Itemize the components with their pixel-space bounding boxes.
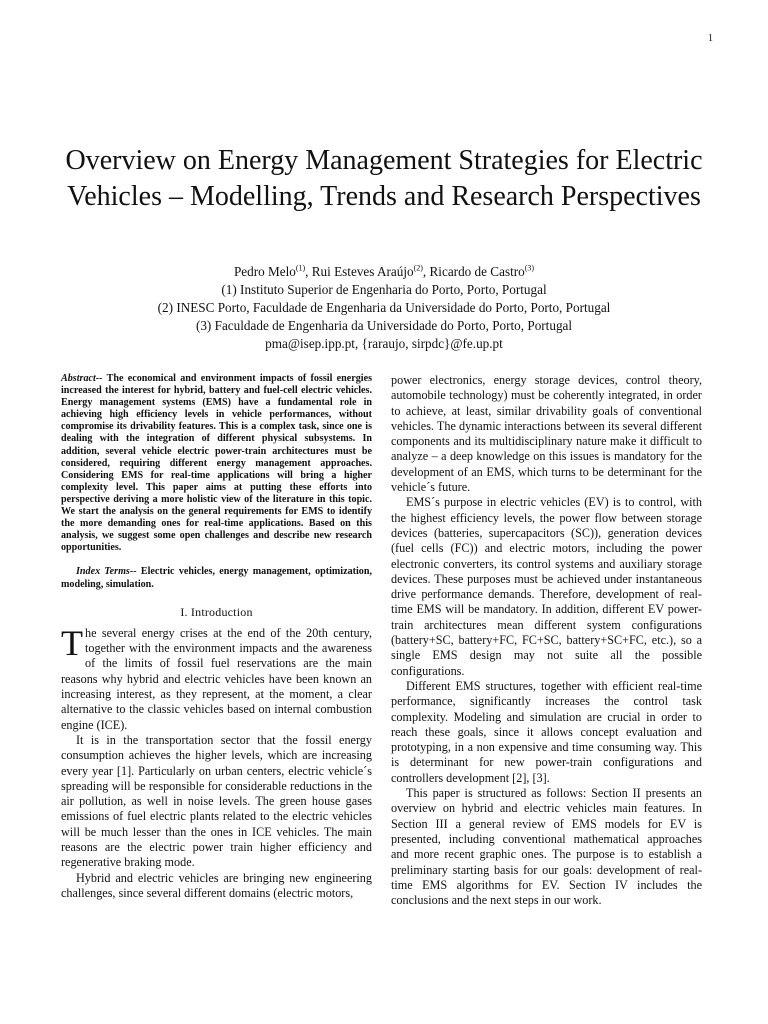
drop-cap: T (61, 622, 83, 663)
author-name: Ricardo de Castro (429, 264, 525, 279)
author-names: Pedro Melo$^{(1)}$, Rui Esteves Araújo$^{(2)}$, Ricardo de Castro$^{(3)}$ (233, 263, 535, 279)
right-column (391, 373, 702, 908)
intro-paragraph-2: It is in the transportation sector that the fossil energy consumption achieves the higher levels, which are increasing every year [1]. Particularly on urban centers, electric vehicle´s spreading will be responsible for considerable reductions in the air pollution, as well in noise levels. The green house gases emissions of fuel electric plants related to the electric vehicles will be much lesser than the ones in ICE vehicles. The main reasons are the electric power train higher efficiency and regenerative braking mode. (61, 732, 372, 870)
right-paragraph-3: Different EMS structures, together with efficient real-time performance, significantly increases the control task complexity. Modeling and simulation are crucial in order to reach these goals, since it allows concept evaluation and prototyping, in a non expensive and time consuming way. This is determinant for new power-train configurations and controllers development [2], [3]. (391, 678, 702, 785)
left-column (61, 373, 372, 901)
author-affiliation-mark: (2) (413, 263, 423, 273)
affiliation-2: (2) INESC Porto, Faculdade de Engenharia da Universidade do Porto, Porto, Portugal (157, 300, 611, 315)
author-name: Rui Esteves Araújo (311, 264, 414, 279)
right-paragraph-2: EMS´s purpose in electric vehicles (EV) is to control, with the highest efficiency levels, the power flow between storage devices (batteries, supercapacitors (SC)), generation devices (fuel cells (FC)) and electric motors, including the power electronic converters, its control systems and auxiliary storage devices. These purposes must be achieved under instantaneous drive performance demands. Therefore, development of real-time EMS will be mandatory. In addition, different EV power-train architectures mean different system configurations (battery+SC, battery+FC, FC+SC, battery+SC+FC, etc.), so a single EMS design may not suite all the possible configurations. (391, 495, 702, 678)
index-terms-label: Index Terms-- (76, 566, 137, 578)
author-emails: pma@isep.ipp.pt, {raraujo, sirpdc}@fe.up.pt (265, 336, 503, 351)
intro-paragraph-3: Hybrid and electric vehicles are bringing new engineering challenges, since several different domains (electric motors, (61, 870, 372, 900)
index-terms (61, 566, 372, 590)
affiliation-3: (3) Faculdade de Engenharia da Universidade do Porto, Porto, Portugal (195, 318, 573, 333)
right-paragraph-4: This paper is structured as follows: Section II presents an overview on hybrid and electric vehicles main features. In Section III a general review of EMS models for EV is presented, including conventional mathematical approaches and more recent graphic ones. The purpose is to establish a preliminary starting basis for our goals: development of real-time EMS algorithms for EV. Section IV includes the conclusions and the next steps in our work. (391, 786, 702, 908)
abstract-text: The economical and environment impacts of fossil energies increased the interest for hybrid, battery and fuel-cell electric vehicles. Energy management systems (EMS) have a fundamental role in achieving high efficiency levels in vehicle performances, without compromise its drivability features. This is a complex task, since one is dealing with the integration of different physical subsystems. In addition, several vehicle electric power-train architectures must be considered, requiring different energy management approaches. Considering EMS for real-time applications will bring a higher complexity level. This paper aims at putting these efforts into perspective deriving a more holistic view of the literature in this topic. We start the analysis on the general requirements for EMS to identify the more demanding ones for real-time applications. Based on this analysis, we suggest some open challenges and describe new research opportunities. (61, 373, 372, 554)
author-affiliation-mark: (1) (295, 263, 306, 273)
abstract (61, 373, 372, 554)
author-name: Pedro Melo (233, 264, 296, 279)
affiliation-1: (1) Instituto Superior de Engenharia do Porto, Porto, Portugal (221, 282, 547, 297)
paper-title: Overview on Energy Management Strategies for Electric Vehicles – Modelling, Trends and Research Perspectives (65, 145, 703, 212)
author-affiliation-mark: (3) (524, 263, 535, 273)
page-number: 1 (708, 33, 713, 44)
right-paragraph-1: power electronics, energy storage devices, control theory, automobile technology) must be coherently integrated, in order to achieve, at least, similar drivability goals of conventional vehicles. The dynamic interactions between its several different components and its multidisciplinary nature make it difficult to analyze – a deep knowledge on this issues is mandatory for the development of an EMS, which turns to be determinant for the vehicle´s future. (391, 373, 702, 495)
author-block (60, 263, 708, 353)
abstract-label: Abstract-- (61, 373, 103, 384)
section-heading-introduction: I. Introduction (180, 604, 253, 619)
intro-paragraph-1: The several energy crises at the end of the 20th century, together with the environment impacts and the awareness of the limits of fossil fuel reservations are the main reasons why hybrid and electric vehicles have been known an increasing interest, as they represent, at the moment, a clear alternative to the classic vehicles based on internal combustion engine (ICE). (61, 622, 372, 732)
index-terms-text: Electric vehicles, energy management, optimization, modeling, simulation. (61, 566, 372, 590)
